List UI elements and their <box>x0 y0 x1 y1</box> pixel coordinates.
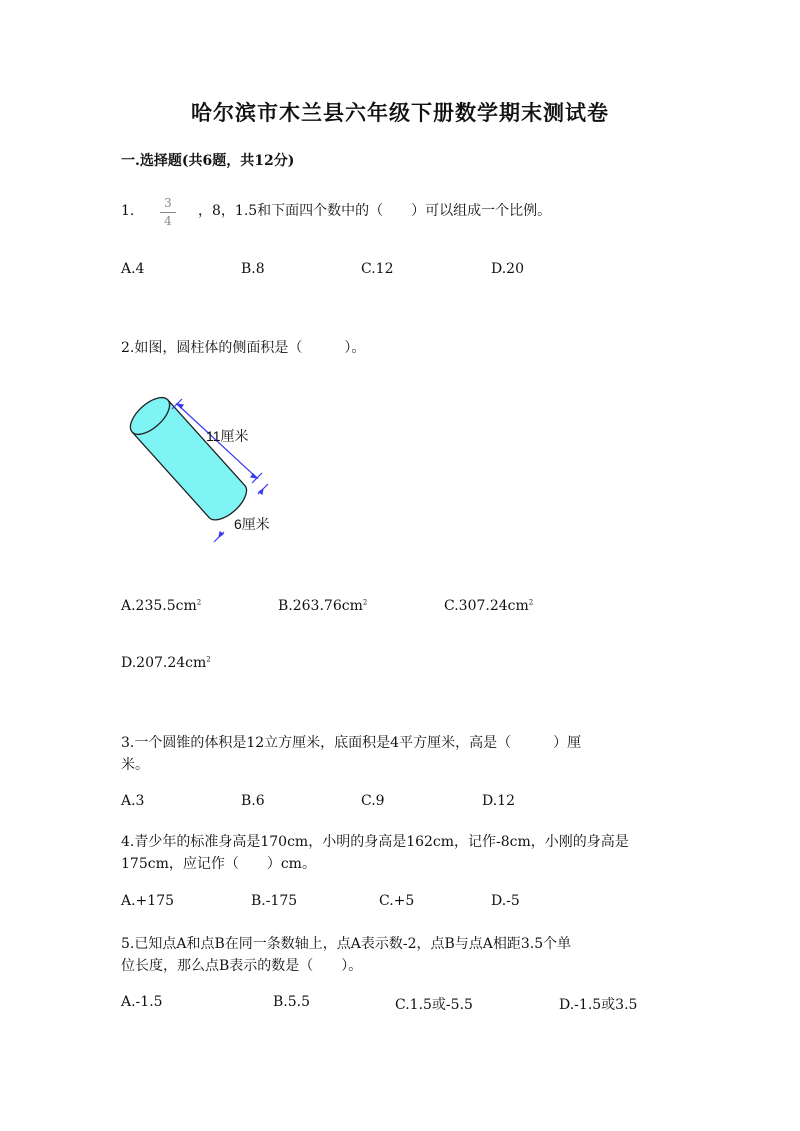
option-d: D.-5 <box>491 893 520 909</box>
option-d: D.-1.5或3.5 <box>559 997 638 1013</box>
option-c <box>444 598 533 614</box>
question-number: 1. <box>121 203 135 219</box>
option-d: D.12 <box>482 793 515 809</box>
unit-superscript: 2 <box>206 655 211 664</box>
question-text: ，8，1.5和下面四个数中的（ ）可以组成一个比例。 <box>198 203 552 219</box>
cylinder-body <box>124 392 253 526</box>
cylinder-figure <box>122 392 292 552</box>
question-text-line2: 175cm，应记作（ ）cm。 <box>121 856 316 872</box>
option-b: B.6 <box>241 793 265 809</box>
fraction-bar <box>160 212 176 213</box>
section-heading: 一.选择题(共6题，共12分) <box>121 153 295 169</box>
unit-superscript: 2 <box>196 598 202 607</box>
option-a: A.4 <box>121 261 145 277</box>
option-text: C.307.24cm <box>444 598 529 614</box>
option-a: A.-1.5 <box>121 994 163 1010</box>
length-label: 11厘米 <box>206 428 249 444</box>
question-text: 2.如图，圆柱体的侧面积是（ ）。 <box>121 340 366 356</box>
question-text-line1: 3.一个圆锥的体积是12立方厘米，底面积是4平方厘米，高是（ ）厘 <box>121 735 582 751</box>
question-text-line1: 4.青少年的标准身高是170cm，小明的身高是162cm，记作-8cm，小刚的身高是 <box>121 834 629 850</box>
option-text: A.235.5cm <box>121 598 197 614</box>
fraction-numerator: 3 <box>164 196 172 210</box>
unit-superscript: 2 <box>362 598 368 607</box>
diameter-label: 6厘米 <box>234 516 270 532</box>
option-a: A.3 <box>121 793 145 809</box>
fraction <box>160 196 176 229</box>
option-b: B.8 <box>241 261 265 277</box>
question-text-line2: 位长度，那么点B表示的数是（ ）。 <box>121 958 363 974</box>
fraction-denominator: 4 <box>164 214 172 228</box>
option-d: D.20 <box>491 261 524 277</box>
page-title: 哈尔滨市木兰县六年级下册数学期末测试卷 <box>191 100 609 125</box>
option-c: C.1.5或-5.5 <box>395 997 473 1013</box>
option-text: B.263.76cm <box>278 598 363 614</box>
option-a <box>121 598 201 614</box>
unit-superscript: 2 <box>528 598 534 607</box>
option-c: C.12 <box>361 261 394 277</box>
option-d <box>121 655 211 671</box>
option-c: C.+5 <box>379 893 415 909</box>
option-b: B.5.5 <box>273 994 311 1010</box>
option-a: A.+175 <box>121 893 175 909</box>
option-text: D.207.24cm <box>121 655 207 671</box>
option-b: B.-175 <box>251 893 298 909</box>
option-c: C.9 <box>361 793 385 809</box>
question-text-line2: 米。 <box>121 757 149 773</box>
question-text-line1: 5.已知点A和点B在同一条数轴上，点A表示数-2，点B与点A相距3.5个单 <box>121 936 572 952</box>
option-b <box>278 598 367 614</box>
